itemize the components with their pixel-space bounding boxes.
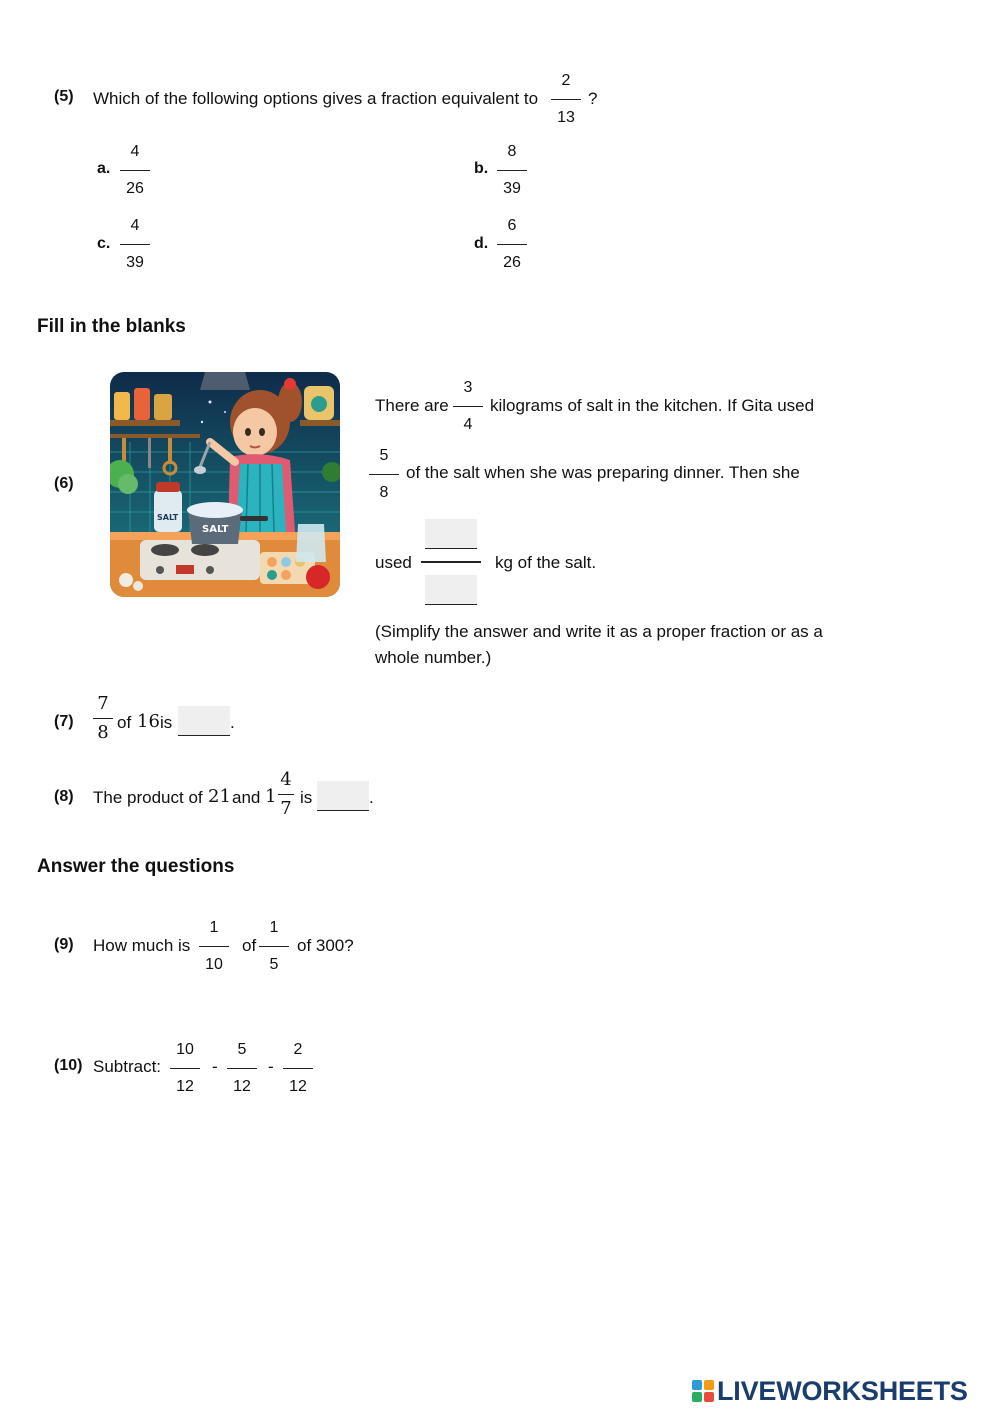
fraction: 1 10 bbox=[199, 917, 229, 976]
q7-text-is: is bbox=[160, 713, 173, 732]
fraction: 2 12 bbox=[283, 1039, 313, 1098]
question-number: (7) bbox=[54, 713, 74, 730]
option-letter-a: a. bbox=[97, 160, 111, 177]
fraction: 5 12 bbox=[227, 1039, 257, 1098]
q7-period: . bbox=[230, 713, 235, 732]
mixed-number-whole: 1 bbox=[265, 786, 277, 807]
question-number: (10) bbox=[54, 1057, 83, 1074]
section-heading: Answer the questions bbox=[37, 856, 235, 877]
minus-sign: - bbox=[268, 1057, 274, 1076]
option-b-fraction[interactable]: 8 39 bbox=[497, 141, 527, 200]
fraction: 10 12 bbox=[170, 1039, 200, 1098]
fraction: 4 7 bbox=[275, 770, 297, 819]
option-letter-d: d. bbox=[474, 235, 489, 252]
option-a-fraction[interactable]: 4 26 bbox=[120, 141, 150, 200]
q7-value: 16 bbox=[137, 711, 160, 732]
option-letter-b: b. bbox=[474, 160, 489, 177]
q8-period: . bbox=[369, 788, 374, 807]
fraction: 3 4 bbox=[453, 377, 483, 436]
q9-text-end: of 300? bbox=[297, 936, 354, 955]
q6-note-line1: (Simplify the answer and write it as a proper fraction or as a bbox=[375, 622, 823, 641]
salt-pot-label: SALT bbox=[202, 524, 229, 535]
fraction: 2 13 bbox=[551, 70, 581, 129]
q6-text-line1: kilograms of salt in the kitchen. If Gita used bbox=[490, 396, 815, 415]
question-number: (9) bbox=[54, 936, 74, 953]
question-mark: ? bbox=[588, 89, 598, 108]
fraction: 5 8 bbox=[369, 445, 399, 504]
q9-text: How much is bbox=[93, 936, 191, 955]
numerator-answer-input[interactable] bbox=[425, 519, 477, 549]
q6-text-there-are: There are bbox=[375, 396, 449, 415]
q6-text-line2: of the salt when she was preparing dinner. Then she bbox=[406, 463, 800, 482]
q8-text: The product of bbox=[93, 788, 203, 807]
logo-mark-icon bbox=[692, 1380, 714, 1402]
fraction: 1 5 bbox=[259, 917, 289, 976]
minus-sign: - bbox=[212, 1057, 218, 1076]
fraction-bar bbox=[421, 561, 481, 563]
q10-text: Subtract: bbox=[93, 1057, 162, 1076]
q8-text-and: and bbox=[232, 788, 261, 807]
denominator-answer-input[interactable] bbox=[425, 575, 477, 605]
q7-answer-input[interactable] bbox=[178, 706, 230, 736]
question-text: Which of the following options gives a fraction equivalent to bbox=[93, 89, 539, 108]
kitchen-illustration bbox=[110, 372, 340, 597]
option-d-fraction[interactable]: 6 26 bbox=[497, 215, 527, 274]
question-number: (6) bbox=[54, 475, 74, 492]
option-letter-c: c. bbox=[97, 235, 111, 252]
question-number: (5) bbox=[54, 88, 74, 105]
q6-text-used: used bbox=[375, 553, 412, 572]
salt-jar-label: SALT bbox=[157, 513, 179, 522]
fraction: 7 8 bbox=[90, 694, 116, 743]
question-number: (8) bbox=[54, 788, 74, 805]
q9-text-of: of bbox=[242, 936, 257, 955]
liveworksheets-logo bbox=[692, 1376, 968, 1406]
q6-text-kg: kg of the salt. bbox=[495, 553, 597, 572]
q8-text-is: is bbox=[300, 788, 313, 807]
section-heading: Fill in the blanks bbox=[37, 316, 186, 337]
logo-text: LIVEWORKSHEETS bbox=[717, 1375, 968, 1406]
option-c-fraction[interactable]: 4 39 bbox=[120, 215, 150, 274]
q6-note-line2: whole number.) bbox=[375, 648, 492, 667]
q8-value: 21 bbox=[208, 786, 231, 807]
q7-text-of: of bbox=[117, 713, 132, 732]
q8-answer-input[interactable] bbox=[317, 781, 369, 811]
